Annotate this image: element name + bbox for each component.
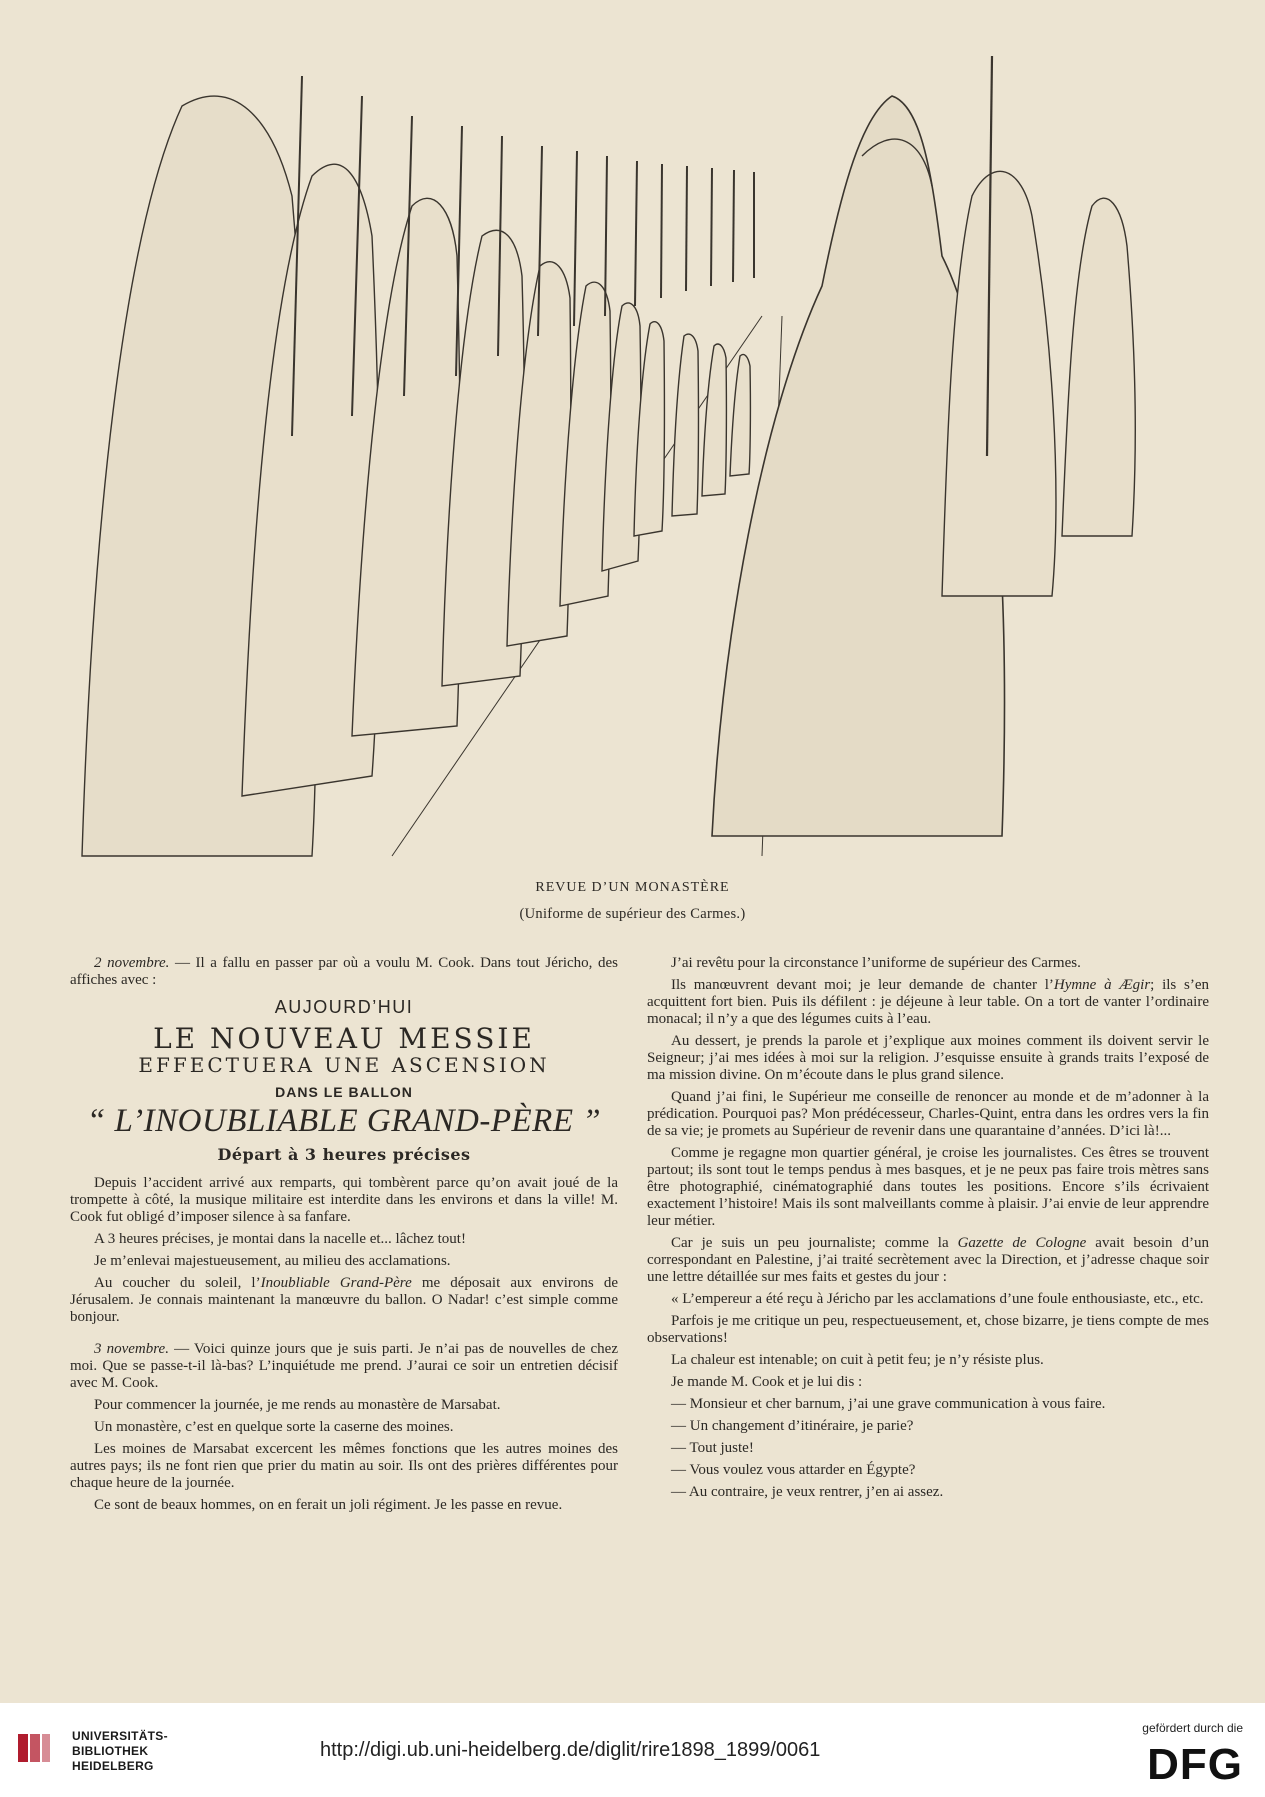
poster-line: LE NOUVEAU MESSIE [153,1022,535,1055]
paragraph: — Vous voulez vous attarder en Égypte? [671,1462,916,1478]
poster-announcement [70,999,618,1163]
paragraph: Je m’enlevai majestueusement, au milieu des acclamations. [94,1253,451,1269]
paragraph: Quand j’ai fini, le Supérieur me conseille de renoncer au monde et de m’adonner à la prédication. Pourquoi pas? Mon prédécesseur, Charles-Quint, entra dans les ordres vers la fin de sa vie; je promets au Supérieur de revenir dans une quarantaine d’années. D’ici là!... [647,1089,1209,1139]
paragraph: A 3 heures précises, je montai dans la nacelle et... lâchez tout! [94,1231,466,1247]
date-label: 2 novembre. [94,955,170,971]
paragraph: « L’empereur a été reçu à Jéricho par les acclamations d’une foule enthousiaste, etc., etc. [671,1291,1204,1307]
university-seal-icon [14,1728,54,1768]
poster-line: AUJOURD’HUI [274,997,414,1017]
caption-title: REVUE D’UN MONASTÈRE [535,880,730,895]
paragraph: Les moines de Marsabat excercent les mêmes fonctions que les autres moines des autres pays; ils ne font rien que prier du matin au soir. Ils ont des prières différentes pour chaque heure de la journée. [70,1441,618,1491]
left-column [70,955,618,1519]
right-column [647,955,1209,1506]
paragraph: Car je suis un peu journaliste; comme la Gazette de Cologne avait besoin d’un correspondant en Palestine, j’ai traité secrètement avec la Direction, et j’adresse chaque soir une lettre détaillée sur mes faits et gestes du jour : [647,1235,1210,1285]
poster-line: EFFECTUERA UNE ASCENSION [138,1053,550,1077]
dfg-logo: DFG [1147,1740,1243,1789]
caption-subtitle: (Uniforme de supérieur des Carmes.) [519,906,746,922]
paragraph: Je mande M. Cook et je lui dis : [671,1374,863,1390]
funder-label: gefördert durch die [1142,1721,1243,1735]
paragraph: Pour commencer la journée, je me rends au monastère de Marsabat. [94,1397,501,1413]
paragraph: — Tout juste! [671,1440,754,1456]
paragraph: — Un changement d’itinéraire, je parie? [671,1418,914,1434]
paragraph: — Au contraire, je veux rentrer, j’en ai assez. [671,1484,944,1500]
illustration-monastery-review [62,36,1212,866]
paragraph: Au dessert, je prends la parole et j’explique aux moines comment ils doivent servir le Seigneur; j’ai mes idées à moi sur la religion. J’esquisse ensuite à grands traits l’exposé de ma mission divine. On m’écoute dans le plus grand silence. [647,1033,1209,1083]
digitization-footer [0,1703,1265,1797]
paragraph: — Monsieur et cher barnum, j’ai une grave communication à vous faire. [671,1396,1106,1412]
poster-line: DANS LE BALLON [275,1084,413,1100]
paragraph: Ils manœuvrent devant moi; je leur demande de chanter l’Hymne à Ægir; ils s’en acquittent fort bien. Puis ils défilent : je déjeune à leur table. On a tort de vanter l’ordinaire monacal; il n’y a que des légumes cuits à l’eau. [647,977,1209,1027]
institution-name: UNIVERSITÄTS- BIBLIOTHEK HEIDELBERG [72,1729,168,1773]
paragraph: Depuis l’accident arrivé aux remparts, qui tombèrent parce qu’on avait joué de la trompette à côté, la musique militaire est interdite dans les environs et dans la ville! M. Cook fut obligé d’imposer silence à sa fanfare. [70,1175,618,1225]
permalink-url[interactable]: http://digi.ub.uni-heidelberg.de/diglit/rire1898_1899/0061 [320,1739,821,1761]
paragraph: J’ai revêtu pour la circonstance l’uniforme de supérieur des Carmes. [671,955,1081,971]
paragraph: Au coucher du soleil, l’Inoubliable Grand-Père me déposait aux environs de Jérusalem. Je connais maintenant la manœuvre du ballon. O Nadar! c’est simple comme bonjour. [70,1275,618,1325]
poster-line: Départ à 3 heures précises [217,1145,471,1164]
paragraph: Un monastère, c’est en quelque sorte la caserne des moines. [94,1419,454,1435]
paragraph: La chaleur est intenable; on cuit à petit feu; je n’y résiste plus. [671,1352,1044,1368]
paragraph: 3 novembre. — Voici quinze jours que je suis parti. Je n’ai pas de nouvelles de chez moi. Que se passe-t-il là-bas? L’inquiétude me prend. J’aurai ce soir un entretien décisif avec M. Cook. [70,1341,618,1391]
paragraph: Comme je regagne mon quartier général, je croise les journalistes. Ces êtres se trouvent partout; ils sont tout le temps pendus à mes basques, et je ne peux pas faire trois mètres sans être photographié, cinématographié dans toutes les positions. Encore s’ils écrivaient exactement l’histoire! Mais ils sont malveillants comme à plaisir. J’ai envie de leur apprendre leur métier. [647,1145,1209,1229]
paragraph: 2 novembre. — Il a fallu en passer par où a voulu M. Cook. Dans tout Jéricho, des affiches avec : [70,955,618,988]
poster-line: “ L’INOUBLIABLE GRAND-PÈRE ” [86,1103,602,1139]
date-label: 3 novembre. [94,1341,169,1357]
paragraph: Ce sont de beaux hommes, on en ferait un joli régiment. Je les passe en revue. [94,1497,563,1513]
paragraph: Parfois je me critique un peu, respectueusement, et, chose bizarre, je tiens compte de mes observations! [647,1313,1209,1346]
